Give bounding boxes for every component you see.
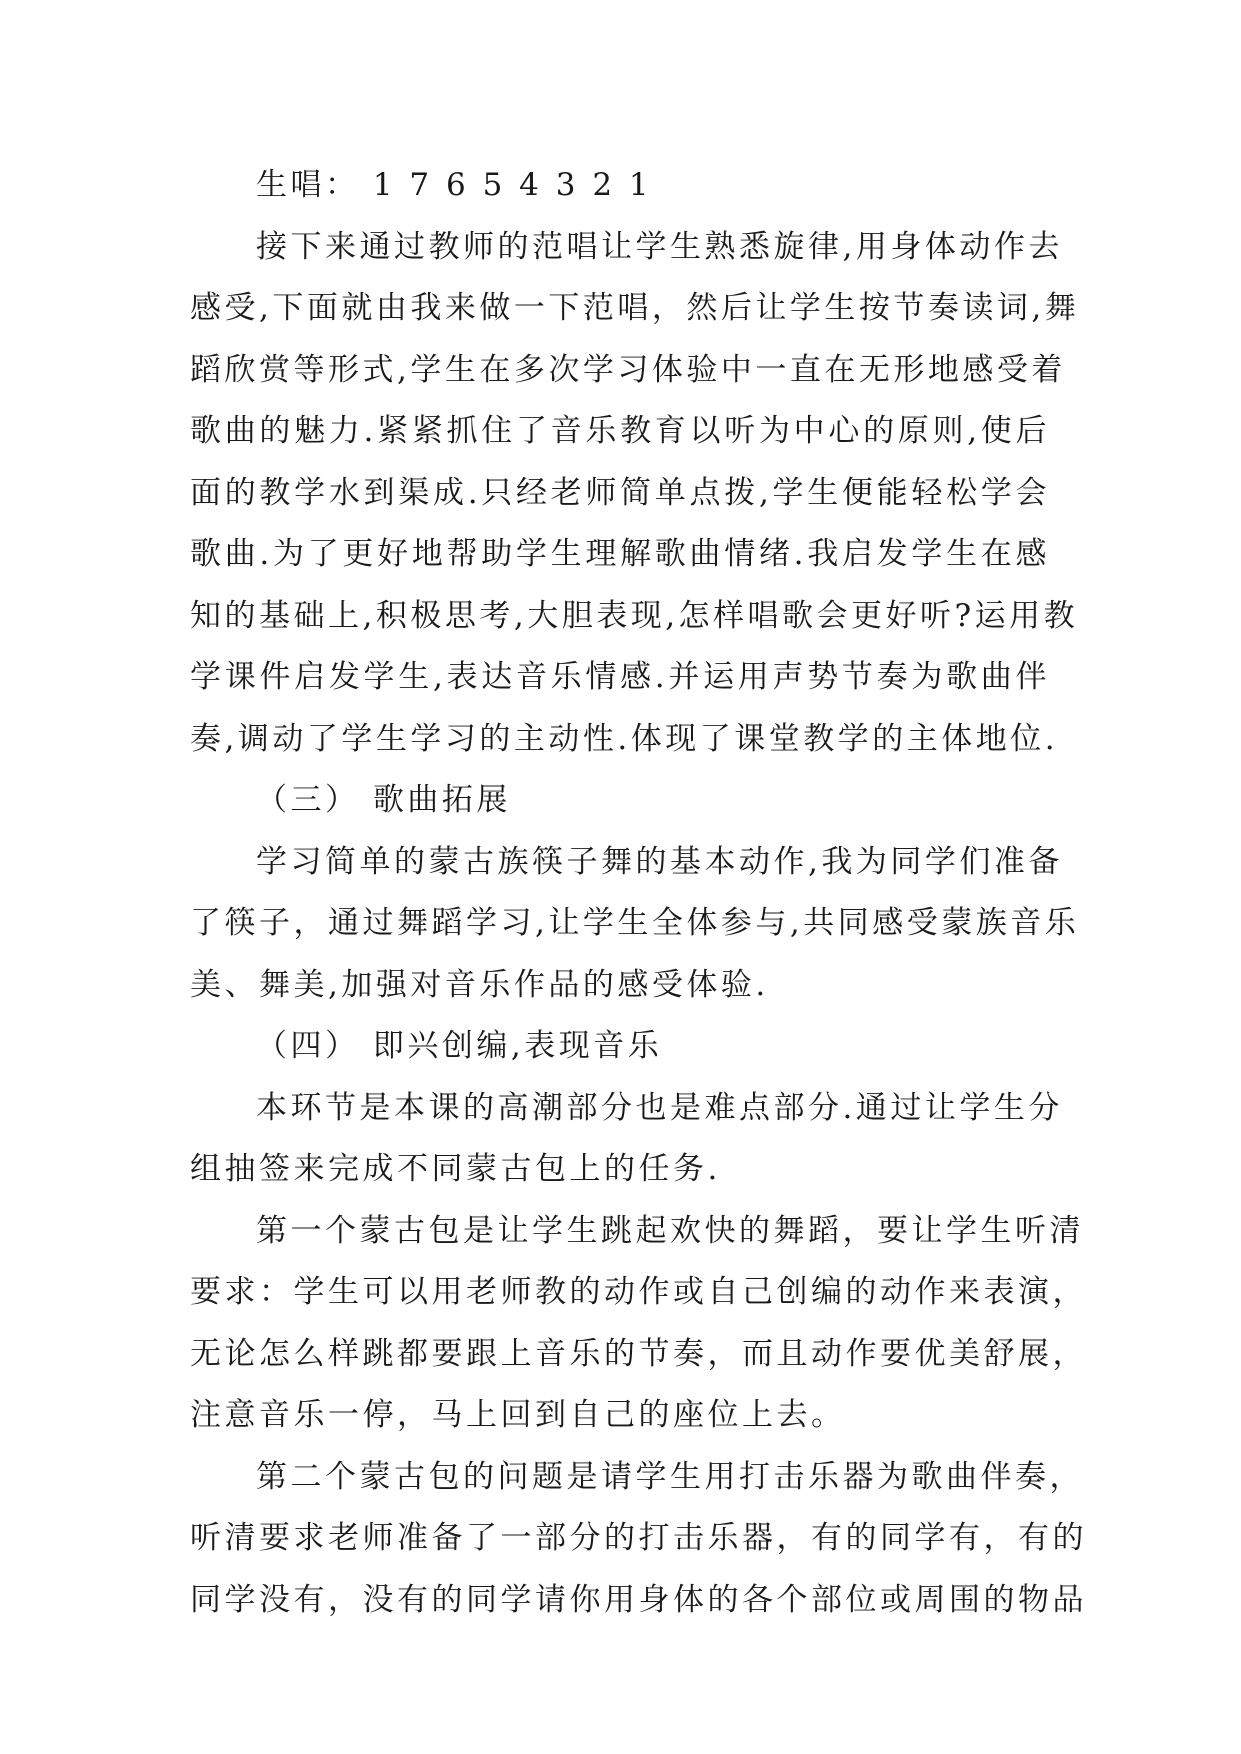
text-line: 了筷子，通过舞蹈学习,让学生全体参与,共同感受蒙族音乐 xyxy=(190,905,1080,941)
text-line: 生唱： 1 7 6 5 4 3 2 1 xyxy=(256,167,653,203)
text-line: 学课件启发学生,表达音乐情感.并运用声势节奏为歌曲伴 xyxy=(190,659,1050,695)
text-line: 歌曲的魅力.紧紧抓住了音乐教育以听为中心的原则,使后 xyxy=(190,413,1050,449)
text-line: 蹈欣赏等形式,学生在多次学习体验中一直在无形地感受着 xyxy=(190,351,1066,388)
text-line: 感受,下面就由我来做一下范唱，然后让学生按节奏读词,舞 xyxy=(190,290,1080,326)
text-line: 歌曲.为了更好地帮助学生理解歌曲情绪.我启发学生在感 xyxy=(190,536,1050,572)
text-line: 第二个蒙古包的问题是请学生用打击乐器为歌曲伴奏， xyxy=(256,1458,1084,1495)
text-line: 美、舞美,加强对音乐作品的感受体验. xyxy=(190,966,769,1003)
text-line: 奏,调动了学生学习的主动性.体现了课堂教学的主体地位. xyxy=(190,720,1059,757)
text-line: 本环节是本课的高潮部分也是难点部分.通过让学生分 xyxy=(256,1089,1063,1126)
text-line: 注意音乐一停，马上回到自己的座位上去。 xyxy=(190,1397,846,1433)
text-line: （四） 即兴创编,表现音乐 xyxy=(256,1028,663,1064)
document-page xyxy=(190,155,1087,1631)
text-line: 听清要求老师准备了一部分的打击乐器，有的同学有，有的 xyxy=(190,1520,1087,1556)
text-line: 学习简单的蒙古族筷子舞的基本动作,我为同学们准备 xyxy=(256,843,1063,880)
text-line: 知的基础上,积极思考,大胆表现,怎样唱歌会更好听?运用教 xyxy=(190,597,1079,634)
text-line: 接下来通过教师的范唱让学生熟悉旋律,用身体动作去 xyxy=(256,228,1063,265)
text-line: （三） 歌曲拓展 xyxy=(256,782,511,818)
text-line: 组抽签来完成不同蒙古包上的任务. xyxy=(190,1151,721,1187)
text-line: 面的教学水到渠成.只经老师简单点拨,学生便能轻松学会 xyxy=(190,474,1050,511)
text-line: 要求：学生可以用老师教的动作或自己创编的动作来表演， xyxy=(190,1274,1087,1310)
text-line: 无论怎么样跳都要跟上音乐的节奏，而且动作要优美舒展， xyxy=(190,1335,1087,1372)
text-line: 同学没有，没有的同学请你用身体的各个部位或周围的物品 xyxy=(190,1581,1087,1618)
text-line: 第一个蒙古包是让学生跳起欢快的舞蹈，要让学生听清 xyxy=(256,1212,1084,1249)
